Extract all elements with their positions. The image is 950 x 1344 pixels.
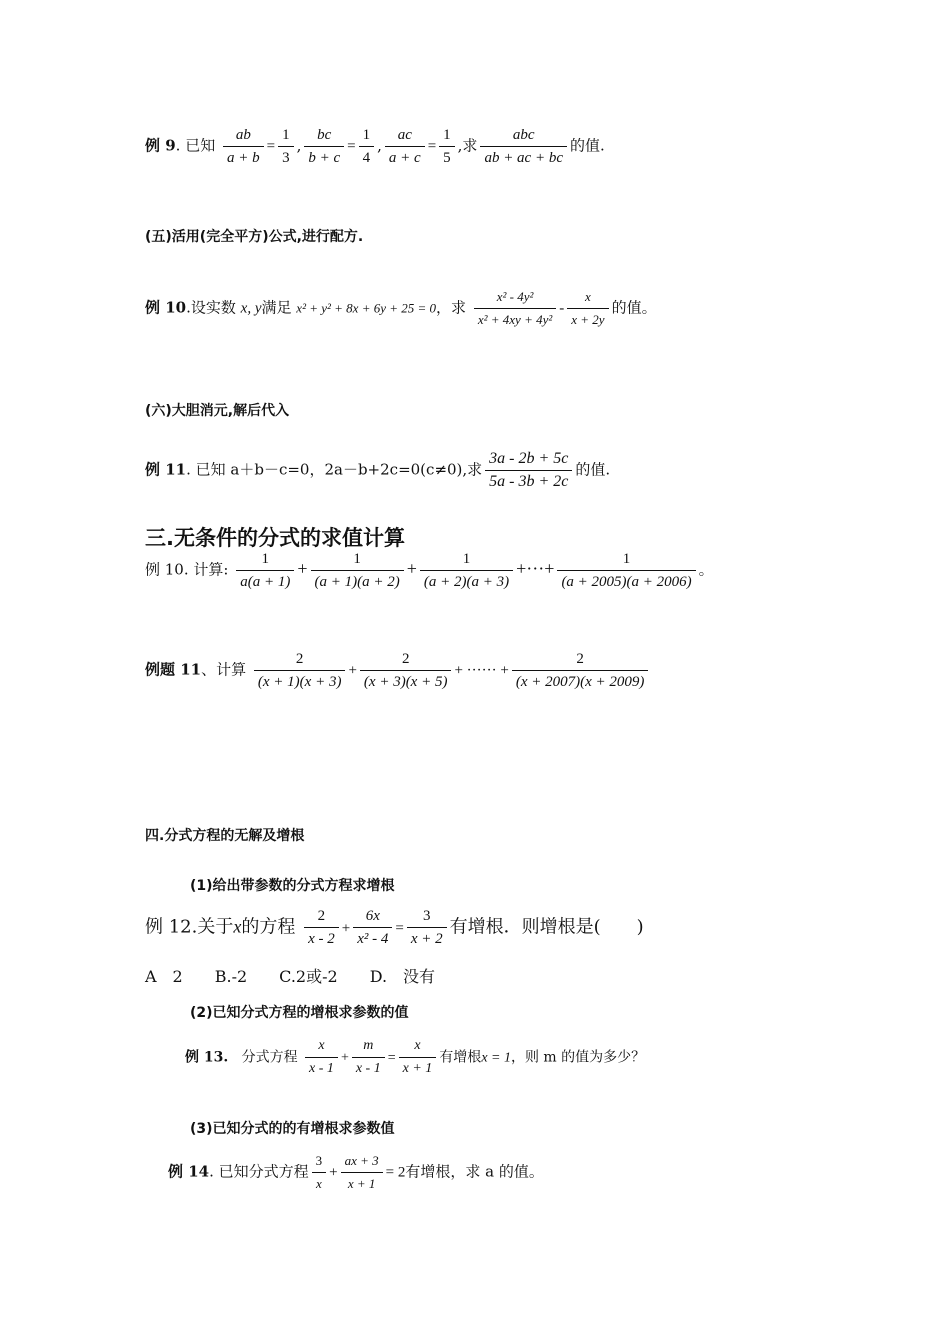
text: . 已知 <box>175 136 216 155</box>
fraction: $\frac{2}{(x + 2007)(x + 2009)}$ <box>512 648 649 693</box>
subsection-heading: (3)已知分式的的有增根求参数值 <box>190 1121 395 1137</box>
fraction: $\frac{ax + 3}{x + 1}$ <box>341 1150 383 1195</box>
subsection-heading: (2)已知分式方程的增根求参数的值 <box>190 1005 409 1021</box>
example-14: 例 14. 已知分式方程 $\frac{3}{x}$ + $\frac{ax + 3}{x + 1}$ = 2有增根，求 a 的值。 <box>168 1150 544 1195</box>
fraction: $\frac{6x}{\text{x² - 4}}$ <box>353 905 392 950</box>
fraction: $\frac{bc}{b + c}$ <box>304 124 344 169</box>
fraction: $\frac{1}{(a + 1)(a + 2)}$ <box>311 548 404 593</box>
example-label: 例 10 <box>145 298 187 317</box>
fraction: $\frac{3}{x + 2}$ <box>407 905 447 950</box>
example-10a: 例 10.设实数 x, y满足 x² + y² + 8x + 6y + 25 = 0，求 $\frac{\text{x² - 4y²}}{\text{x² + 4xy + 4y²}}$ - $\frac{x}{x + 2y}$ 的值。 <box>145 286 657 331</box>
fraction: $\frac{x}{x + 2y}$ <box>567 286 608 331</box>
example-10b: 例 10. 计算: $\frac{1}{a(a + 1)}$ + $\frac{1}{(a + 1)(a + 2)}$ + $\frac{1}{(a + 2)(a + 3)}$ +···+ $\frac{1}{(a + 2005)(a + 2006)}$ 。 <box>145 548 714 593</box>
fraction: $\frac{2}{x - 2}$ <box>304 905 339 950</box>
example-label: 例 10. 计算: <box>145 560 229 579</box>
example-label: 例 9 <box>145 136 176 155</box>
subsection-heading: (1)给出带参数的分式方程求增根 <box>190 878 395 894</box>
fraction: $\frac{x}{x + 1}$ <box>399 1035 437 1080</box>
section-heading: 四.分式方程的无解及增根 <box>145 828 305 844</box>
example-13: 例 13. 分式方程 $\frac{x}{x - 1}$ + $\frac{m}{x - 1}$ = $\frac{x}{x + 1}$ 有增根x = 1，则 m 的值为多少？ <box>185 1035 645 1080</box>
example-9: 例 9. 已知 $\frac{ab}{a + b}$ = $\frac{1}{3}$ , $\frac{bc}{b + c}$ = $\frac{1}{4}$ , $\frac{ac}{a + c}$ = $\frac{1}{5}$ ,求 $\frac{\text{abc}}{ab + ac + bc}$ 的值. <box>145 124 605 169</box>
fraction: $\frac{x}{x - 1}$ <box>305 1035 338 1080</box>
section-heading: (六)大胆消元,解后代入 <box>145 403 290 419</box>
fraction: $\frac{1}{4}$ <box>359 124 375 169</box>
fraction: $\frac{2}{(x + 1)(x + 3)}$ <box>254 648 346 693</box>
example-11a: 例 11. 已知 a＋b－c=0，2a－b+2c=0(c≠0),求 $\frac{3a - 2b + 5c}{5a - 3b + 2c}$ 的值. <box>145 448 610 493</box>
fraction: $\frac{1}{(a + 2005)(a + 2006)}$ <box>557 548 695 593</box>
fraction: $\frac{1}{a(a + 1)}$ <box>236 548 294 593</box>
example-label: 例 12. <box>145 916 198 938</box>
example-label: 例题 11 <box>145 660 202 679</box>
fraction: $\frac{ac}{a + c}$ <box>385 124 425 169</box>
example-12-options: A 2 B.-2 C.2或-2 D. 没有 <box>145 967 436 986</box>
fraction: $\frac{m}{x - 1}$ <box>352 1035 385 1080</box>
example-label: 例 14 <box>168 1162 210 1181</box>
fraction: $\frac{1}{3}$ <box>278 124 294 169</box>
fraction: $\frac{3}{x}$ <box>312 1150 327 1195</box>
example-label: 例 11 <box>145 460 187 479</box>
fraction: $\frac{\text{abc}}{ab + ac + bc}$ <box>480 124 567 169</box>
fraction: $\frac{1}{5}$ <box>439 124 455 169</box>
fraction: $\frac{1}{(a + 2)(a + 3)}$ <box>420 548 513 593</box>
fraction: $\frac{\text{x² - 4y²}}{\text{x² + 4xy + 4y²}}$ <box>474 286 556 331</box>
example-label: 例 13. <box>185 1049 229 1066</box>
fraction: $\frac{3a - 2b + 5c}{5a - 3b + 2c}$ <box>485 448 572 493</box>
section-heading: 三.无条件的分式的求值计算 <box>145 526 405 550</box>
fraction: $\frac{2}{(x + 3)(x + 5)}$ <box>360 648 452 693</box>
example-11b: 例题 11、计算 $\frac{2}{(x + 1)(x + 3)}$ + $\frac{2}{(x + 3)(x + 5)}$ + ······ + $\frac{2}{(x + 2007)(x + 2009)}$ <box>145 648 651 693</box>
fraction: $\frac{ab}{a + b}$ <box>223 124 264 169</box>
section-heading: (五)活用(完全平方)公式,进行配方. <box>145 229 364 245</box>
example-12: 例 12.关于x的方程 $\frac{2}{x - 2}$ + $\frac{6x}{\text{x² - 4}}$ = $\frac{3}{x + 2}$ 有增根．则增根是( ) <box>145 905 644 950</box>
